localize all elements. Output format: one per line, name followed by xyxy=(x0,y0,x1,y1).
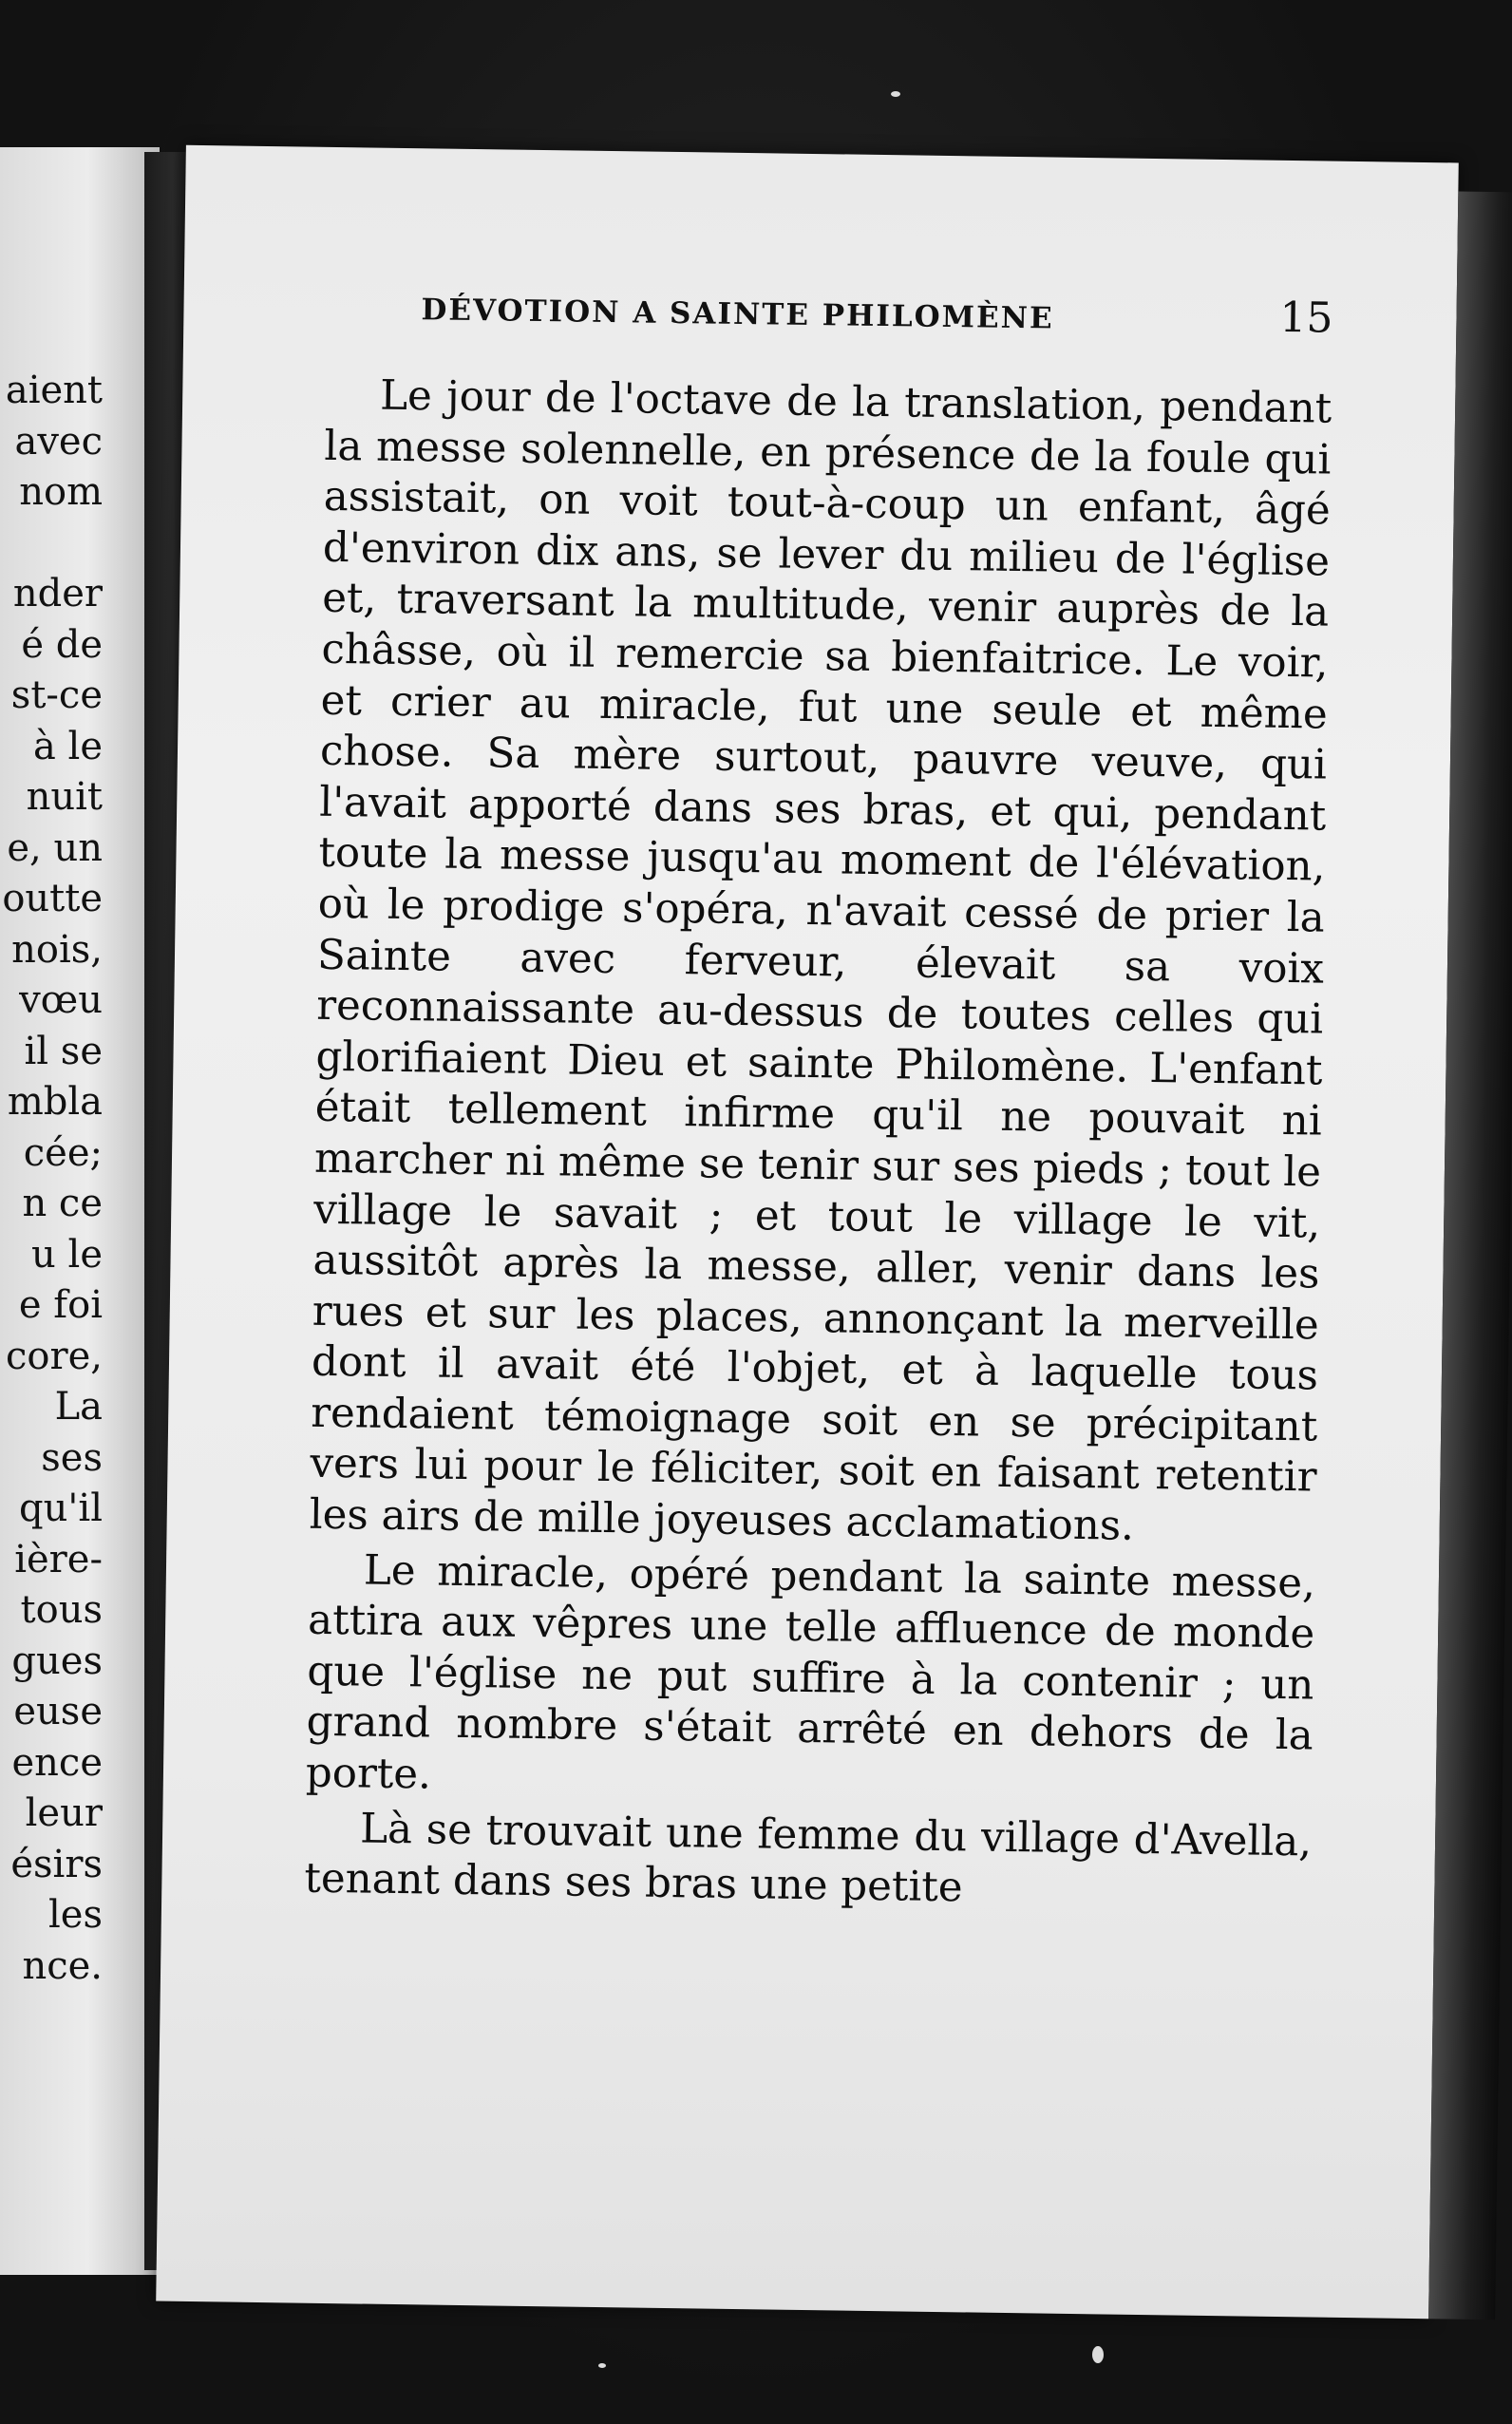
previous-page-line: avec xyxy=(14,419,103,464)
previous-page-line: ses xyxy=(41,1435,103,1480)
previous-page-line: ence xyxy=(11,1740,103,1785)
paragraph: Là se trouvait une femme du village d'Avella, tenant dans ses bras une petite xyxy=(304,1805,1313,1912)
previous-page-line: aient xyxy=(5,369,103,412)
previous-page-line: ière- xyxy=(14,1537,103,1581)
previous-page-line: e foi xyxy=(18,1283,103,1327)
paragraph: Le miracle, opéré pendant la sainte messe, attira aux vêpres une telle affluence de monde que l'église ne put suffire à la contenir ; un grand nombre s'était arrêté en dehors de la porte. xyxy=(305,1546,1316,1799)
previous-page-line: La xyxy=(54,1385,103,1429)
previous-page-line: tous xyxy=(20,1588,103,1632)
previous-page-line: cée; xyxy=(23,1130,103,1175)
previous-page-line: nce. xyxy=(22,1943,103,1988)
previous-page-line: à le xyxy=(32,724,103,768)
previous-page-line: n ce xyxy=(22,1182,103,1225)
previous-page-line: il se xyxy=(24,1029,103,1073)
previous-page-line: mbla xyxy=(7,1080,103,1124)
previous-page-line: nom xyxy=(19,470,103,514)
previous-page-fragment xyxy=(0,147,160,2275)
running-title: DÉVOTION A SAINTE PHILOMÈNE xyxy=(421,293,1054,336)
page-body xyxy=(304,370,1332,1919)
previous-page-line: st-ce xyxy=(10,673,103,717)
scan-speck xyxy=(598,2363,606,2368)
page-number: 15 xyxy=(1279,293,1333,343)
previous-page-line: u le xyxy=(31,1232,103,1277)
previous-page-line xyxy=(0,519,103,570)
page-header xyxy=(421,281,1333,342)
paragraph: Le jour de l'octave de la translation, pendant la messe solennelle, en présence de la foule qui assistait, on voit tout-à-coup un enfant, âgé d'environ dix ans, se lever du milieu de l'église et, traversant la multitude, venir auprès de la châsse, où il remercie sa bienfaitrice. Le voir, et crier au miracle, fut une seule et même chose. Sa mère surtout, pauvre veuve, qui l'avait apporté dans ses bras, et qui, pendant toute la messe jusqu'au moment de l'élévation, où le prodige s'opéra, n'avait cessé de prier la Sainte avec ferveur, élevait sa voix reconnaissante au-dessus de toutes celles qui glorifiaient Dieu et sainte Philomène. L'enfant était tellement infirme qu'il ne pouvait ni marcher ni même se tenir sur ses pieds ; tout le village le savait ; et tout le village le vit, aussitôt après la messe, aller, venir dans les rues et sur les places, annonçant la merveille dont il avait été l'objet, et à laquelle tous rendaient témoignage soit en se précipitant vers lui pour le féliciter, soit en faisant retentir les airs de mille joyeuses acclamations. xyxy=(309,371,1332,1550)
previous-page-line: outte xyxy=(2,877,103,920)
scan-speck xyxy=(1092,2346,1104,2363)
previous-page-line: core, xyxy=(6,1334,103,1378)
book-page xyxy=(156,145,1459,2319)
previous-page-line: gues xyxy=(11,1638,103,1683)
previous-page-line: leur xyxy=(25,1791,103,1835)
previous-page-line: qu'il xyxy=(19,1487,103,1530)
previous-page-line: euse xyxy=(13,1690,103,1733)
previous-page-line: e, un xyxy=(7,825,103,870)
previous-page-text xyxy=(0,366,103,1992)
previous-page-line: nois, xyxy=(11,927,103,972)
previous-page-line: nder xyxy=(12,572,103,615)
scan-speck xyxy=(891,91,900,97)
previous-page-line: vœu xyxy=(19,978,103,1022)
previous-page-line: é de xyxy=(21,622,103,667)
previous-page-line: nuit xyxy=(26,775,103,819)
previous-page-line: les xyxy=(48,1893,103,1937)
previous-page-line: ésirs xyxy=(10,1842,103,1886)
